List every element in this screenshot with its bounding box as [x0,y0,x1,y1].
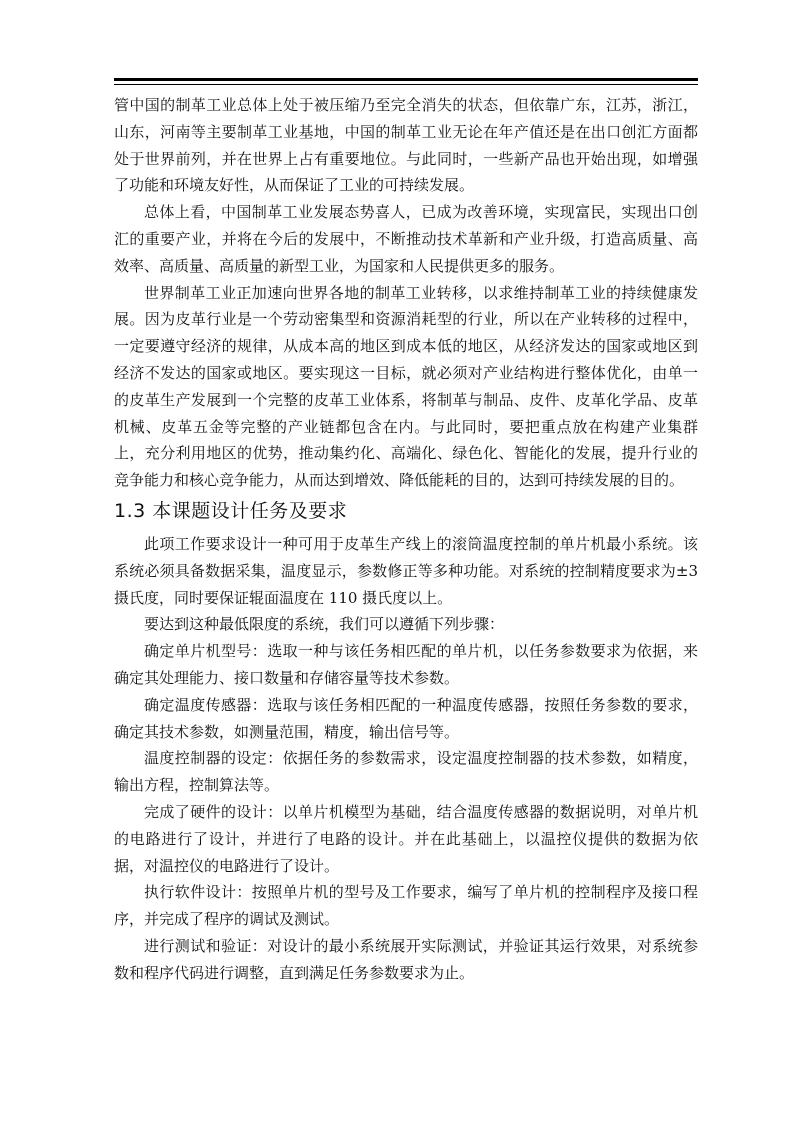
page-body [114,92,698,987]
paragraph: 温度控制器的设定：依据任务的参数需求，设定温度控制器的技术参数，如精度，输出方程，控制算法等。 [114,749,698,795]
paragraph: 完成了硬件的设计：以单片机模型为基础，结合温度传感器的数据说明，对单片机的电路进行了设计，并进行了电路的设计。并在此基础上，以温控仪提供的数据为依据，对温控仪的电路进行了设计。 [114,802,698,875]
paragraph-continued: 管中国的制革工业总体上处于被压缩乃至完全消失的状态，但依靠广东，江苏，浙江，山东，河南等主要制革工业基地，中国的制革工业无论在年产值还是在出口创汇方面都处于世界前列，并在世界上占有重要地位。与此同时，一些新产品也开始出现，如增强了功能和环境友好性，从而保证了工业的可持续发展。 [114,96,698,195]
section-heading: 1.3 本课题设计任务及要求 [114,499,348,522]
paragraph: 要达到这种最低限度的系统，我们可以遵循下列步骤： [144,615,505,634]
header-rule-thick [114,78,698,81]
paragraph: 进行测试和验证：对设计的最小系统展开实际测试，并验证其运行效果，对系统参数和程序代码进行调整，直到满足任务参数要求为止。 [114,936,698,982]
paragraph: 执行软件设计：按照单片机的型号及工作要求，编写了单片机的控制程序及接口程序，并完成了程序的调试及测试。 [114,883,698,929]
paragraph: 世界制革工业正加速向世界各地的制革工业转移，以求维持制革工业的持续健康发展。因为皮革行业是一个劳动密集型和资源消耗型的行业，所以在产业转移的过程中，一定要遵守经济的规律，从成本高的地区到成本低的地区，从经济发达的国家或地区到经济不发达的国家或地区。要实现这一目标，就必须对产业结构进行整体优化，由单一的皮革生产发展到一个完整的皮革工业体系，将制革与制品、皮件、皮革化学品、皮革机械、皮革五金等完整的产业链都包含在内。与此同时，要把重点放在构建产业集群上，充分利用地区的优势，推动集约化、高端化、绿色化、智能化的发展，提升行业的竞争能力和核心竞争能力，从而达到增效、降低能耗的目的，达到可持续发展的目的。 [114,283,698,490]
paragraph: 此项工作要求设计一种可用于皮革生产线上的滚筒温度控制的单片机最小系统。该系统必须具备数据采集，温度显示，参数修正等多种功能。对系统的控制精度要求为±3 摄氏度，同时要保证辊面温度在 110 摄氏度以上。 [114,534,698,607]
paragraph: 确定温度传感器：选取与该任务相匹配的一种温度传感器，按照任务参数的要求，确定其技术参数，如测量范围，精度，输出信号等。 [114,695,698,741]
header-rule-thin [114,84,698,85]
paragraph: 确定单片机型号：选取一种与该任务相匹配的单片机，以任务参数要求为依据，来确定其处理能力、接口数量和存储容量等技术参数。 [114,642,698,687]
paragraph: 总体上看，中国制革工业发展态势喜人，已成为改善环境，实现富民，实现出口创汇的重要产业，并将在今后的发展中，不断推动技术革新和产业升级，打造高质量、高效率、高质量、高质量的新型工业，为国家和人民提供更多的服务。 [114,203,698,275]
